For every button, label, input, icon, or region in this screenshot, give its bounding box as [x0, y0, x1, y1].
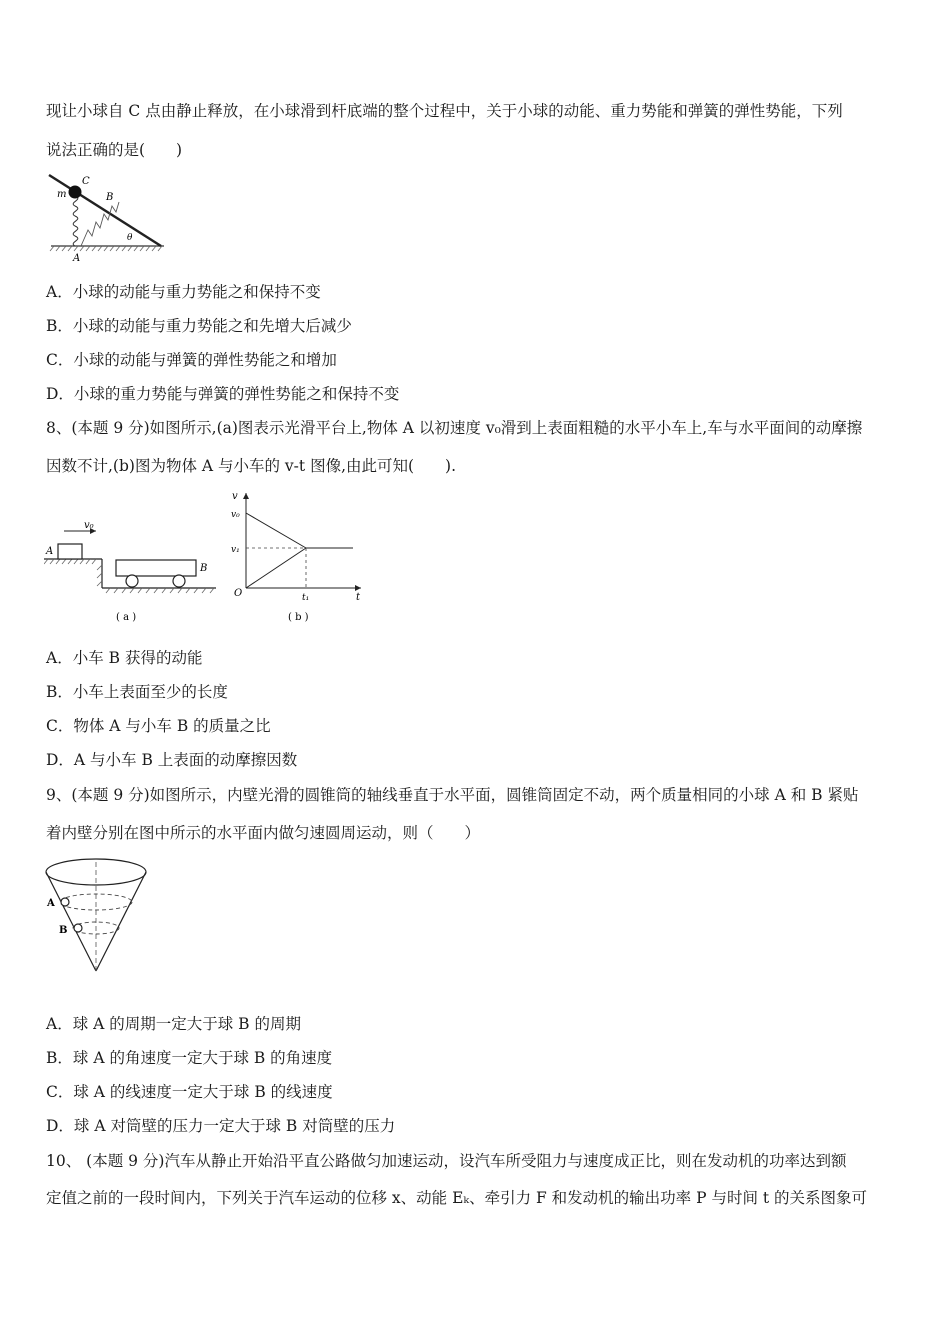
cart-b [116, 560, 196, 576]
q7-option-a: A．小球的动能与重力势能之和保持不变 [46, 283, 321, 301]
label-v0-tick: v₀ [231, 510, 240, 520]
label-cart-b: B [200, 563, 208, 574]
ball-b [74, 924, 82, 932]
q9-option-b: B．球 A 的角速度一定大于球 B 的角速度 [46, 1049, 333, 1067]
q7-spring-incline-figure [46, 170, 171, 265]
q8-option-a: A．小车 B 获得的动能 [46, 649, 203, 667]
label-v1-tick: v₁ [231, 545, 240, 555]
q9-stem-line2: 着内壁分别在图中所示的水平面内做匀速圆周运动，则（ ） [46, 824, 481, 842]
q8-stem-line1: 8、(本题 9 分)如图所示,(a)图表示光滑平台上,物体 A 以初速度 v₀滑到上表面粗糙的水平小车上,车与水平面间的动摩擦 [46, 419, 863, 437]
q9-option-a: A．球 A 的周期一定大于球 B 的周期 [46, 1015, 301, 1033]
ball-a [61, 898, 69, 906]
q8-option-c: C．物体 A 与小车 B 的质量之比 [46, 717, 271, 735]
q7-option-d: D．小球的重力势能与弹簧的弹性势能之和保持不变 [46, 385, 400, 403]
caption-b: ( b ) [288, 612, 309, 623]
label-ball-b: B [59, 925, 68, 936]
label-ball-a: A [47, 898, 55, 909]
label-b: B [106, 192, 114, 203]
block-a [58, 544, 82, 559]
label-axis-v: v [232, 491, 238, 502]
ball [69, 186, 82, 199]
label-axis-t: t [356, 592, 361, 603]
q8-option-b: B．小车上表面至少的长度 [46, 683, 228, 701]
label-v0: v₀ [84, 520, 94, 531]
q9-cone-figure [44, 856, 154, 981]
q7-intro-line2: 说法正确的是( ) [46, 141, 183, 159]
q8-option-d: D．A 与小车 B 上表面的动摩擦因数 [46, 751, 298, 769]
q8-stem-line2: 因数不计,(b)图为物体 A 与小车的 v-t 图像,由此可知( ). [46, 457, 457, 475]
label-origin: O [234, 588, 243, 599]
label-c: C [82, 176, 90, 187]
label-t1-tick: t₁ [302, 593, 310, 603]
q9-option-d: D．球 A 对筒壁的压力一定大于球 B 对筒壁的压力 [46, 1117, 396, 1135]
label-m: m [57, 189, 67, 200]
q10-stem-line2: 定值之前的一段时间内，下列关于汽车运动的位移 x、动能 Eₖ、牵引力 F 和发动机的输出功率 P 与时间 t 的关系图象可 [46, 1189, 868, 1207]
q8-vt-graph [226, 488, 366, 628]
caption-a: ( a ) [116, 612, 137, 623]
label-a: A [73, 253, 81, 264]
q7-option-b: B．小球的动能与重力势能之和先增大后减少 [46, 317, 352, 335]
q7-option-c: C．小球的动能与弹簧的弹性势能之和增加 [46, 351, 337, 369]
q8-figure-a [44, 518, 219, 628]
q9-option-c: C．球 A 的线速度一定大于球 B 的线速度 [46, 1083, 333, 1101]
label-theta: θ [127, 233, 133, 243]
q10-stem-line1: 10、 (本题 9 分)汽车从静止开始沿平直公路做匀加速运动，设汽车所受阻力与速度成正比，则在发动机的功率达到额 [46, 1152, 847, 1170]
label-block-a: A [46, 546, 54, 557]
q9-stem-line1: 9、(本题 9 分)如图所示，内壁光滑的圆锥筒的轴线垂直于水平面，圆锥筒固定不动，两个质量相同的小球 A 和 B 紧贴 [46, 786, 859, 804]
q7-intro-line1: 现让小球自 C 点由静止释放，在小球滑到杆底端的整个过程中，关于小球的动能、重力势能和弹簧的弹性势能，下列 [46, 102, 843, 120]
